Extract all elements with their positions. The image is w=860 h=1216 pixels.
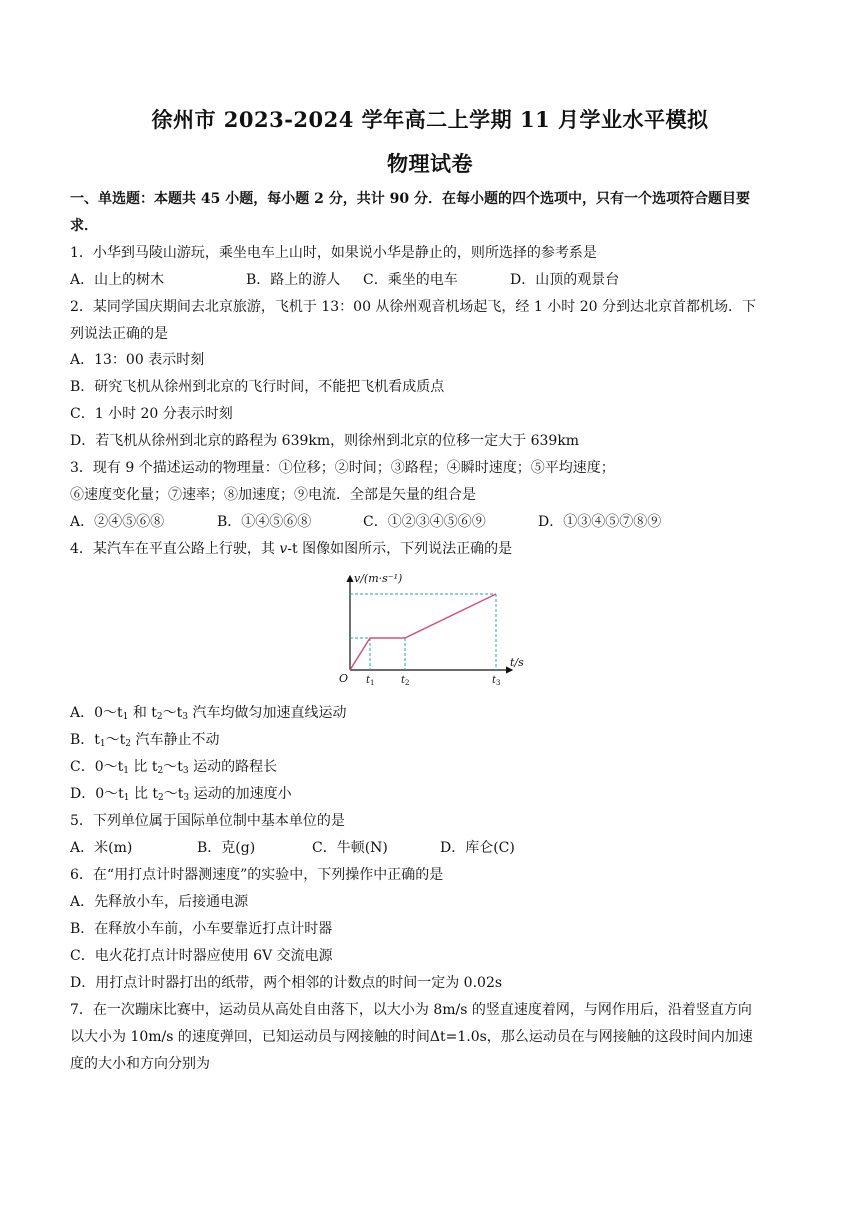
q5-stem: 5．下列单位属于国际单位制中基本单位的是: [70, 813, 345, 829]
q4-option-b: B．$t_1\sim t_2$ 汽车静止不动: [70, 732, 220, 749]
q4-stem-prefix: 4．某汽车在平直公路上行驶，其: [70, 541, 280, 557]
vt-graph: [320, 570, 530, 690]
q3-option-c: C．①②③④⑤⑥⑨: [363, 514, 486, 530]
q4-option-d: D．$0\sim t_1$ 比 $t_2\sim t_3$ 运动的加速度小: [70, 786, 292, 803]
vt-curve: [350, 594, 496, 670]
q2-option-a: A．13：00 表示时刻: [70, 352, 205, 368]
q3-option-b: B．①④⑤⑥⑧: [217, 514, 312, 530]
exam-subtitle: 物理试卷: [387, 151, 473, 176]
origin-label: O: [339, 672, 349, 685]
q1-option-b: B．路上的游人: [246, 272, 341, 288]
q4-option-c: C．$0\sim t_1$ 比 $t_2\sim t_3$ 运动的路程长: [70, 759, 278, 776]
q4-stem: [70, 539, 512, 559]
q3-option-d: D．①③④⑤⑦⑧⑨: [538, 514, 662, 530]
tick-t3: $t_3$: [492, 675, 501, 687]
q5-option-a: A．米(m): [70, 840, 133, 856]
q6-option-a: A．先释放小车，后接通电源: [70, 894, 249, 910]
q2-stem-line2: 列说法正确的是: [70, 326, 168, 342]
q6-option-c: C．电火花打点计时器应使用 6V 交流电源: [70, 948, 333, 964]
y-axis-label: v/(m·s⁻¹): [354, 572, 403, 585]
q5-option-c: C．牛顿(N): [312, 840, 388, 856]
q2-stem-line1: 2．某同学国庆期间去北京旅游，飞机于 13：00 从徐州观音机场起飞，经 1 小时 20 分到达北京首都机场．下: [70, 299, 756, 315]
q5-options: [70, 838, 790, 858]
section-heading-line2: 求．: [70, 218, 98, 234]
q2-option-b: B．研究飞机从徐州到北京的飞行时间，不能把飞机看成质点: [70, 379, 445, 395]
q6-option-b: B．在释放小车前，小车要靠近打点计时器: [70, 921, 333, 937]
q4-stem-suffix: -t 图像如图所示，下列说法正确的是: [287, 541, 513, 557]
exam-title: 徐州市 2023-2024 学年高二上学期 11 月学业水平模拟: [151, 107, 709, 132]
q1-stem: 1．小华到马陵山游玩，乘坐电车上山时，如果说小华是静止的，则所选择的参考系是: [70, 245, 597, 261]
q1-option-c: C．乘坐的电车: [363, 272, 458, 288]
q4-stem-v: v: [279, 541, 288, 557]
q3-options: [70, 512, 790, 532]
q7-stem-line2: 以大小为 10m/s 的速度弹回，已知运动员与网接触的时间Δt=1.0s，那么运动员在与网接触的这段时间内加速: [70, 1029, 753, 1045]
q3-stem-line2: ⑥速度变化量；⑦速率；⑧加速度；⑨电流．全部是矢量的组合是: [70, 487, 476, 503]
q7-stem-line3: 度的大小和方向分别为: [70, 1056, 210, 1072]
q2-option-d: D．若飞机从徐州到北京的路程为 639km，则徐州到北京的位移一定大于 639km: [70, 433, 580, 449]
section-heading-line1: 一、单选题：本题共 45 小题，每小题 2 分，共计 90 分．在每小题的四个选项中，只有一个选项符合题目要: [70, 191, 750, 207]
q1-options: [70, 270, 790, 290]
q7-stem-line1: 7．在一次蹦床比赛中，运动员从高处自由落下，以大小为 8m/s 的竖直速度着网，与网作用后，沿着竖直方向: [70, 1002, 752, 1018]
x-axis-label: t/s: [510, 656, 524, 669]
q4-option-a: A．$0\sim t_1$ 和 $t_2\sim t_3$ 汽车均做匀加速直线运动: [70, 705, 347, 722]
q6-option-d: D．用打点计时器打出的纸带，两个相邻的计数点的时间一定为 0.02s: [70, 975, 503, 991]
q6-stem: 6．在“用打点计时器测速度”的实验中，下列操作中正确的是: [70, 867, 444, 883]
tick-t1: $t_1$: [366, 675, 375, 687]
q1-option-d: D．山顶的观景台: [510, 272, 620, 288]
q3-stem-line1: 3．现有 9 个描述运动的物理量：①位移；②时间；③路程；④瞬时速度；⑤平均速度；: [70, 460, 615, 476]
tick-t2: $t_2$: [401, 675, 410, 687]
q5-option-d: D．库仑(C): [440, 840, 515, 856]
q1-option-a: A．山上的树木: [70, 272, 165, 288]
q5-option-b: B．克(g): [197, 840, 256, 856]
q2-option-c: C．1 小时 20 分表示时刻: [70, 406, 233, 422]
q3-option-a: A．②④⑤⑥⑧: [70, 514, 165, 530]
